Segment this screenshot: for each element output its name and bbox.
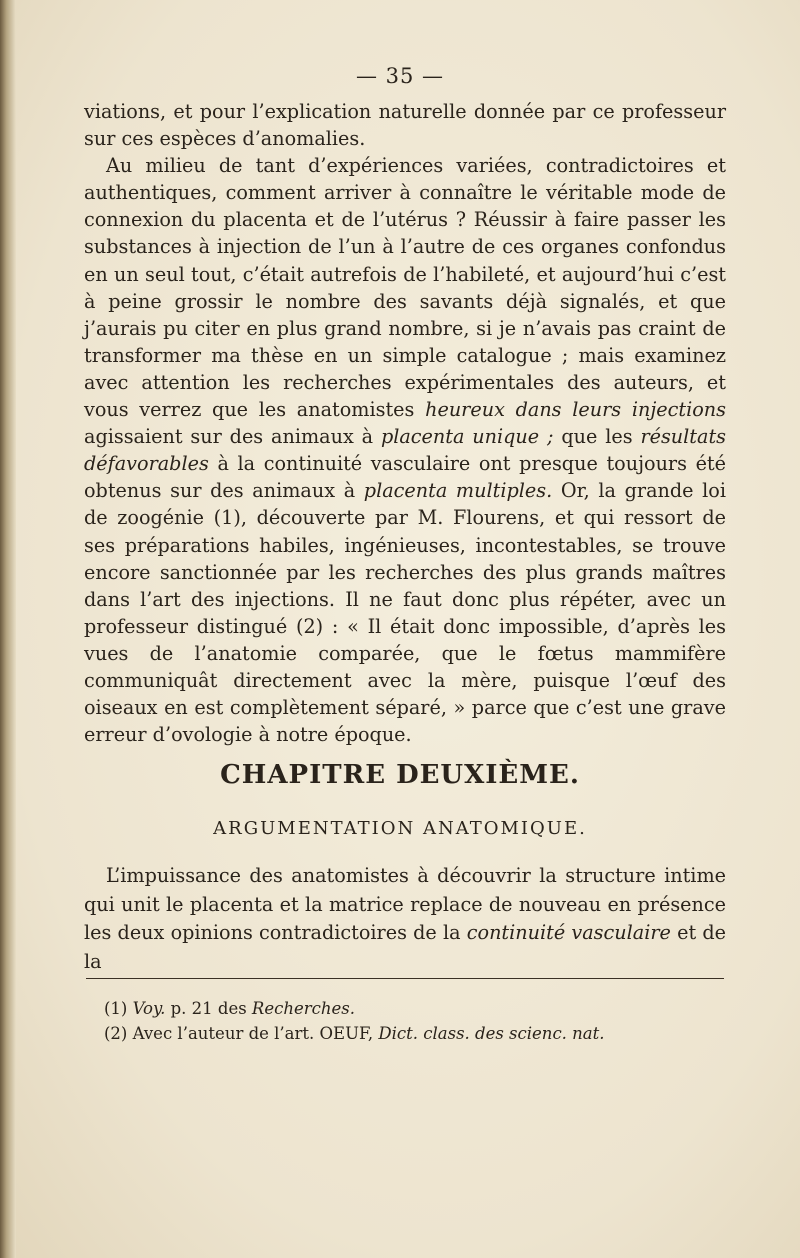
italic-text: placenta unique ; xyxy=(380,425,554,449)
chapter-text xyxy=(84,862,726,976)
text-run: que les xyxy=(553,425,641,449)
italic-text: résultats défavorables xyxy=(84,425,727,476)
italic-text: Recherches. xyxy=(251,999,355,1018)
italic-text: continuité vasculaire xyxy=(466,921,671,944)
paragraph xyxy=(84,152,726,748)
italic-text: heureux dans leurs injections xyxy=(425,398,726,422)
text-run: p. 21 des xyxy=(165,999,252,1018)
text-run: (2) Avec l’auteur de l’art. OEUF, xyxy=(104,1024,379,1043)
footnote xyxy=(104,996,724,1021)
text-run: agissaient sur des animaux à xyxy=(84,425,381,449)
book-gutter-shadow xyxy=(0,0,16,1258)
italic-text: placenta multiples. xyxy=(363,479,553,503)
text-run: à la continuité vasculaire ont presque toujours été obtenus sur des animaux à xyxy=(84,452,726,503)
section-title: ARGUMENTATION ANATOMIQUE. xyxy=(213,818,587,839)
footnote-rule xyxy=(86,978,724,979)
text-run: viations, et pour l’explication naturelle donnée par ce professeur sur ces espèces d’anomalies. xyxy=(84,100,726,151)
paragraph xyxy=(84,98,726,152)
footnote xyxy=(104,1021,724,1046)
text-run: et de la xyxy=(84,921,726,973)
text-run: Or, la grande loi de zoogénie (1), découverte par M. Flourens, et qui ressort de ses préparations habiles, ingénieuses, incontestables, se trouve encore sanctionnée par les recherches des plus grands maîtres dans l’art des injections. Il ne faut donc plus répéter, avec un professeur distingué (2) : « Il était donc impossible, d’après les vues de l’anatomie comparée, que le fœtus mammifère communiquât directement avec la mère, puisque l’œuf des oiseaux en est complètement séparé, » parce que c’est une grave erreur d’ovologie à notre époque. xyxy=(84,479,726,747)
italic-text: Dict. class. des scienc. nat. xyxy=(378,1024,605,1043)
main-text xyxy=(84,98,726,748)
footnotes xyxy=(104,996,724,1046)
italic-text: Voy. xyxy=(132,999,166,1018)
chapter-title: CHAPITRE DEUXIÈME. xyxy=(220,760,580,790)
page-number: — 35 — xyxy=(355,64,445,88)
text-run: L’impuissance des anatomistes à découvrir la structure intime qui unit le placenta et la matrice replace de nouveau en présence les deux opinions contradictoires de la xyxy=(84,864,726,944)
paragraph xyxy=(84,862,726,976)
text-run: Au milieu de tant d’expériences variées, contradictoires et authentiques, comment arriver à connaître le véritable mode de connexion du placenta et de l’utérus ? Réussir à faire passer les substances à injection de l’un à l’autre de ces organes confondus en un seul tout, c’était autrefois de l’habileté, et aujourd’hui c’est à peine grossir le nombre des savants déjà signalés, et que j’aurais pu citer en plus grand nombre, si je n’avais pas craint de transformer ma thèse en un simple catalogue ; mais examinez avec attention les recherches expérimentales des auteurs, et vous verrez que les anatomistes xyxy=(84,154,726,422)
text-run: (1) xyxy=(104,999,133,1018)
